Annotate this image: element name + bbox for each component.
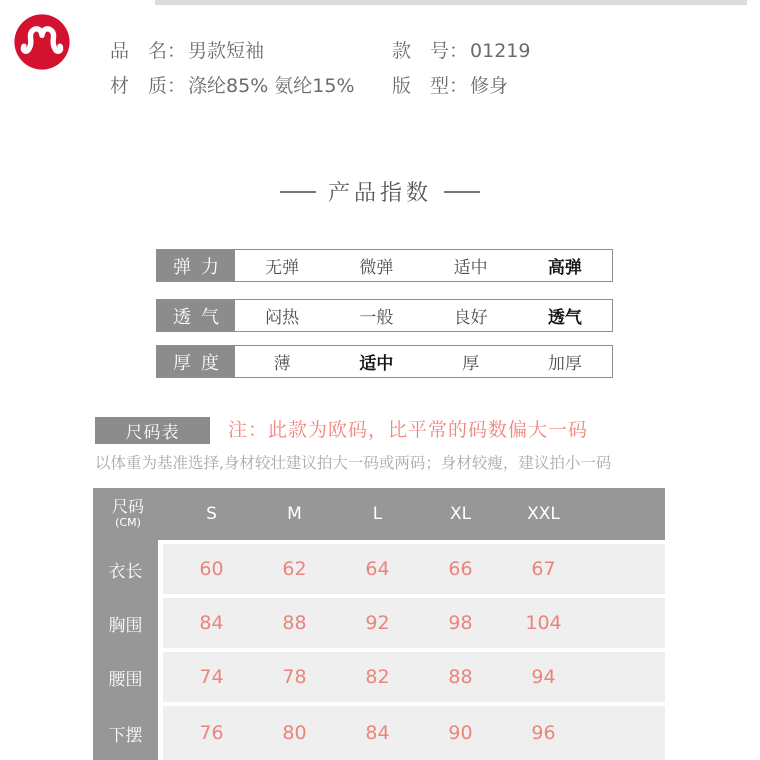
fit-field [392,75,508,97]
index-option-selected: 透气 [547,308,582,328]
top-divider-strip [155,0,747,5]
size-cell: 80 [282,722,307,744]
index-bar-label: 厚度 [157,346,235,377]
material-field [110,75,392,97]
product-info [110,40,690,110]
size-chart-note: 注：此款为欧码，比平常的码数偏大一码 [228,419,589,441]
index-option: 薄 [273,354,291,374]
style-number-label: 款 号： [392,40,469,62]
product-name-label: 品 名： [110,40,187,62]
size-cell: 60 [199,558,224,580]
size-cell: 82 [365,666,390,688]
product-info-row [110,40,690,62]
index-option: 一般 [359,308,394,328]
material-value: 涤纶85% 氨纶15% [188,75,355,97]
column-header: M [287,504,302,524]
index-option: 微弹 [359,258,394,278]
index-bar-thickness [156,345,613,378]
size-cell: 74 [199,666,224,688]
size-cell: 88 [448,666,473,688]
fit-label: 版 型： [392,75,469,97]
index-option: 加厚 [547,354,582,374]
row-values [163,652,665,702]
size-cell: 66 [448,558,473,580]
row-label: 衣长 [108,561,143,582]
section-heading-product-index [0,176,760,207]
size-cell: 98 [448,612,473,634]
material-label: 材 质： [110,75,187,97]
index-bar-options [235,346,612,377]
size-cell: 96 [531,722,556,744]
row-values [163,598,665,648]
size-cell: 84 [199,612,224,634]
index-bar-elasticity [156,249,613,282]
product-index-bars [156,249,613,378]
product-name-value: 男款短袖 [188,40,265,62]
size-cell: 104 [525,612,562,634]
size-table-column-headers [163,488,585,540]
index-option-selected: 适中 [359,354,394,374]
size-table-corner-cell [93,488,163,540]
size-cell: 92 [365,612,390,634]
lululemon-logo-icon [12,12,72,72]
style-number-field [392,40,530,62]
index-bar-label: 透气 [157,300,235,331]
index-option: 厚 [462,354,480,374]
row-label: 腰围 [108,669,143,690]
index-bar-breathability [156,299,613,332]
size-cell: 64 [365,558,390,580]
row-label: 胸围 [108,615,143,636]
row-label: 下摆 [108,725,143,746]
column-header: XXL [527,504,560,524]
index-option: 适中 [453,258,488,278]
index-option-selected: 高弹 [547,258,582,278]
size-cell: 90 [448,722,473,744]
heading-dash-right [444,191,480,193]
size-table [93,488,665,760]
column-header: S [206,504,217,524]
row-values [163,706,665,760]
style-number-value: 01219 [470,40,531,62]
size-cell: 62 [282,558,307,580]
size-cell: 67 [531,558,556,580]
size-cell: 76 [199,722,224,744]
index-option: 良好 [453,308,488,328]
corner-unit-sub: (CM) [115,515,141,529]
size-table-row-chest [93,598,665,648]
section-title: 产品指数 [327,181,432,206]
size-table-row-waist [93,652,665,702]
row-values [163,544,665,594]
size-table-header-row [93,488,665,540]
index-option: 闷热 [265,308,300,328]
size-table-row-length [93,544,665,594]
index-bar-options [235,250,612,281]
index-bar-options [235,300,612,331]
corner-unit-title: 尺码 [111,497,144,517]
product-name-field [110,40,392,62]
index-bar-label: 弹力 [157,250,235,281]
fit-value: 修身 [470,75,509,97]
size-table-row-hem [93,706,665,760]
size-chart-badge: 尺码表 [95,417,210,444]
size-cell: 84 [365,722,390,744]
column-header: XL [449,504,472,524]
size-cell: 78 [282,666,307,688]
heading-dash-left [280,191,316,193]
product-info-row [110,75,690,97]
size-cell: 94 [531,666,556,688]
size-cell: 88 [282,612,307,634]
index-option: 无弹 [265,258,300,278]
column-header: L [372,504,383,524]
size-chart-description: 以体重为基准选择,身材较壮建议拍大一码或两码；身材较瘦，建议拍小一码 [95,454,612,472]
